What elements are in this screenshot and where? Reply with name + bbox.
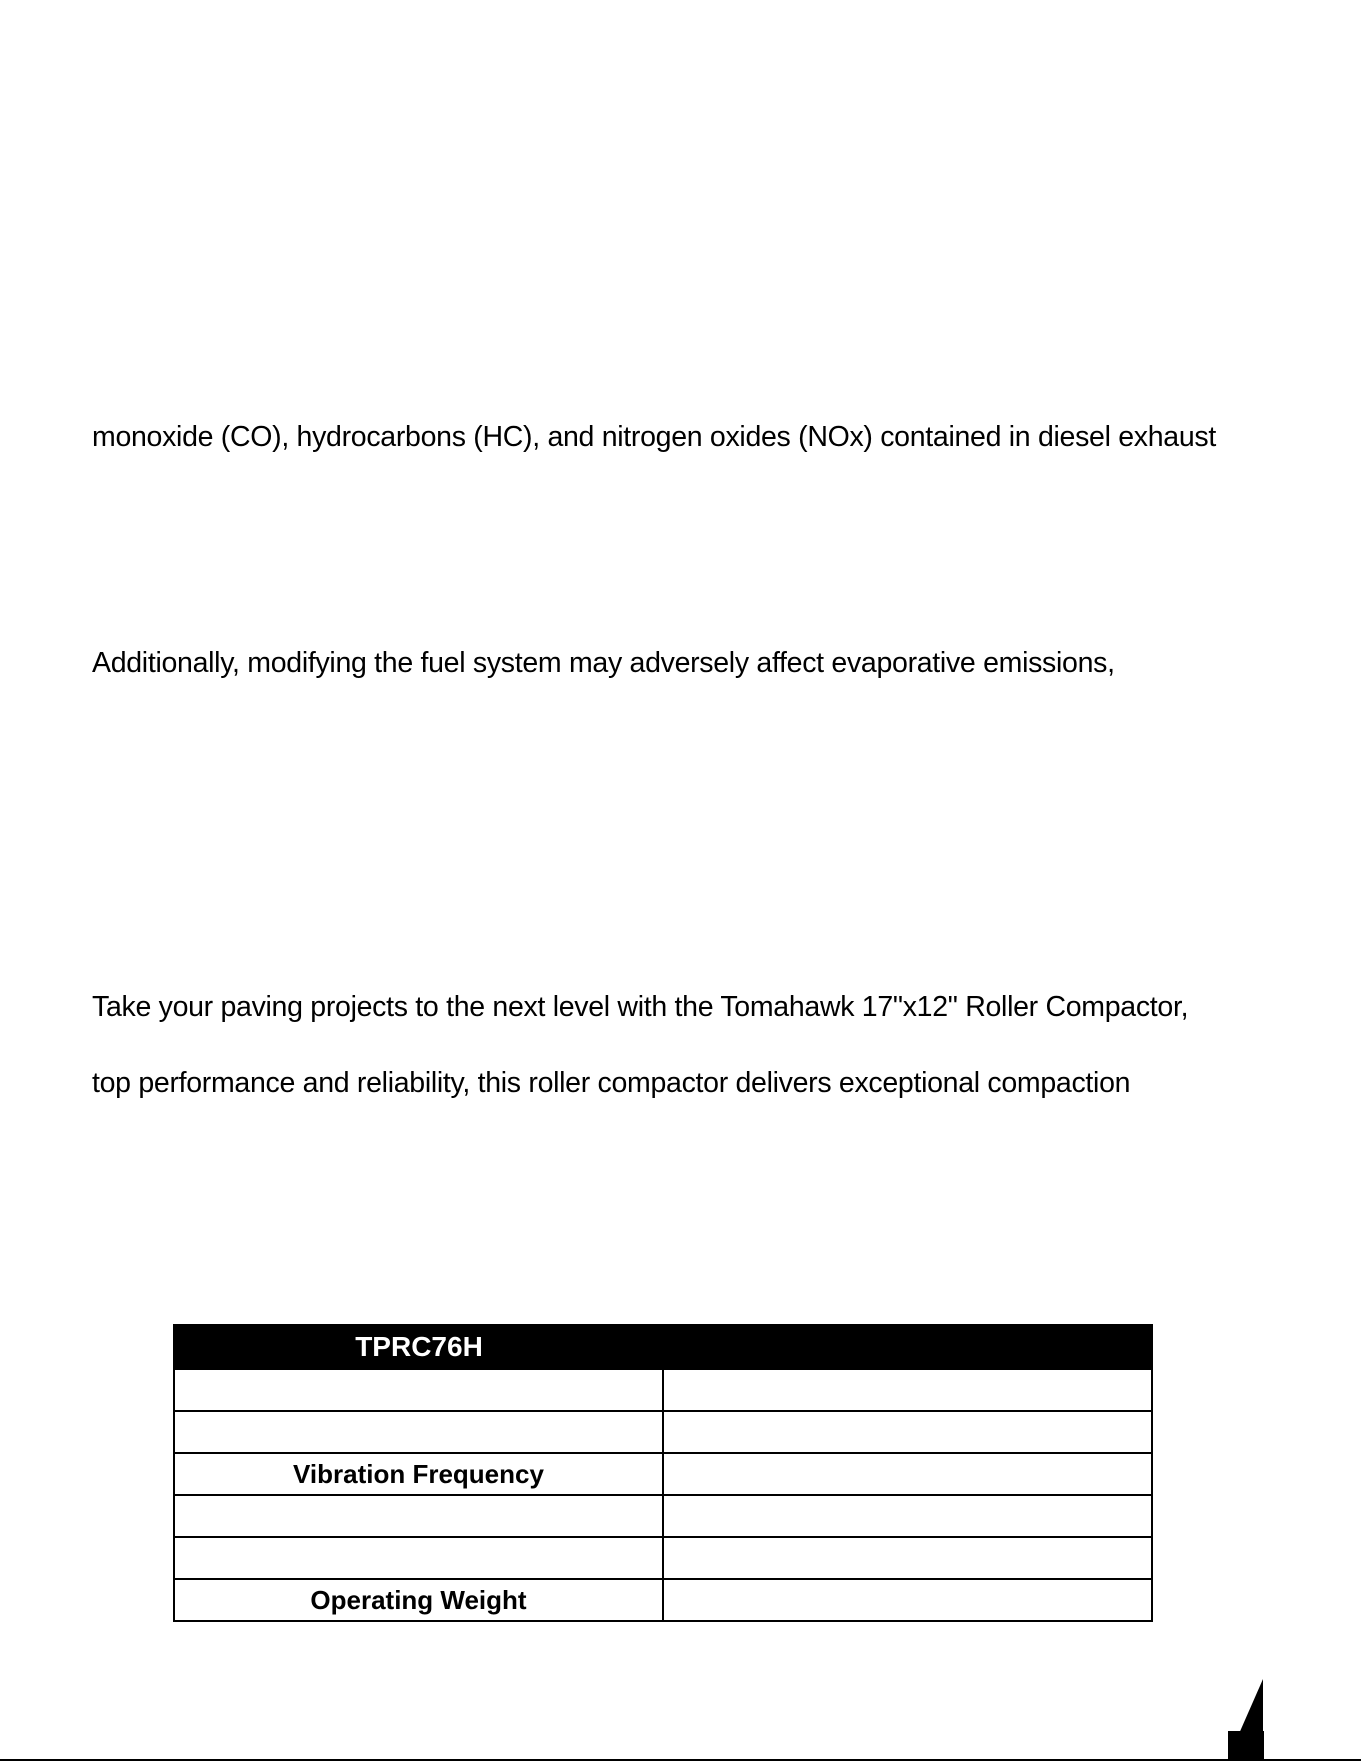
spec-value-cell: [663, 1453, 1152, 1495]
spec-value-cell: [663, 1537, 1152, 1579]
body-text-line: monoxide (CO), hydrocarbons (HC), and nitrogen oxides (NOx) contained in diesel exhaust: [92, 421, 1216, 453]
spec-value-cell: [663, 1495, 1152, 1537]
spec-table: [173, 1324, 1153, 1622]
spec-label-cell: [174, 1495, 663, 1537]
spec-table-title-cell: [174, 1325, 1152, 1369]
spec-label-cell: Vibration Frequency: [174, 1453, 663, 1495]
spec-label-cell: [174, 1369, 663, 1411]
page-corner-block: [1228, 1731, 1264, 1761]
body-text-line: Take your paving projects to the next level with the Tomahawk 17"x12" Roller Compactor,: [92, 991, 1189, 1023]
table-row: [174, 1495, 1152, 1537]
spec-table-title: TPRC76H: [355, 1331, 483, 1362]
table-row: [174, 1579, 1152, 1621]
table-row: [174, 1537, 1152, 1579]
spec-value-cell: [663, 1411, 1152, 1453]
body-text-line: Additionally, modifying the fuel system may adversely affect evaporative emissions,: [92, 647, 1115, 679]
spec-label-cell: [174, 1537, 663, 1579]
spec-value-cell: [663, 1579, 1152, 1621]
spec-label-cell: [174, 1411, 663, 1453]
table-row: [174, 1411, 1152, 1453]
table-row: [174, 1369, 1152, 1411]
body-text-line: top performance and reliability, this roller compactor delivers exceptional compaction: [92, 1067, 1131, 1099]
spec-label-cell: Operating Weight: [174, 1579, 663, 1621]
table-row: [174, 1453, 1152, 1495]
spec-value-cell: [663, 1369, 1152, 1411]
spec-table-header-row: [174, 1325, 1152, 1369]
